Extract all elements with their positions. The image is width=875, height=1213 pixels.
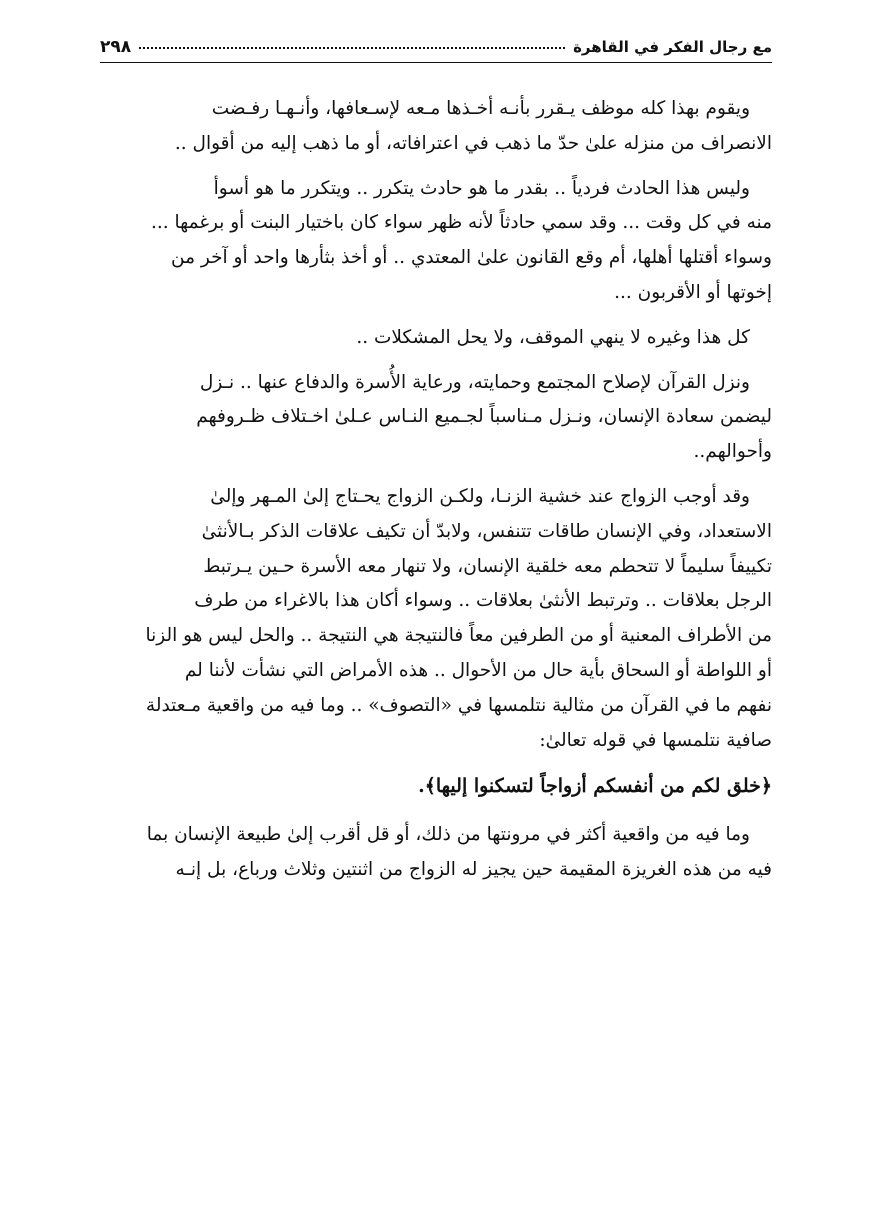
text-line: وقد أوجب الزواج عند خشية الزنـا، ولكـن الزواج يحـتاج إلىٰ المـهر وإلىٰ	[210, 485, 750, 507]
paragraph	[100, 366, 772, 470]
text-line: الانصراف من منزله علىٰ حدّ ما ذهب في اعترافاته، أو ما ذهب إليه من أقوال ..	[174, 132, 772, 154]
paragraph	[100, 818, 772, 888]
text-line: ويقوم بهذا كله موظف يـقرر بأنـه أخـذها مـعه لإسـعافها، وأنـهـا رفـضت	[211, 98, 750, 119]
quran-verse: ﴿خلق لكم من أنفسكم أزواجاً لتسكنوا إليها﴾.	[418, 775, 772, 798]
text-line: وأحوالهم..	[693, 441, 772, 463]
text-line: وما فيه من واقعية أكثر في مرونتها من ذلك، أو قل أقرب إلىٰ طبيعة الإنسان بما	[146, 824, 750, 846]
paragraph	[100, 480, 772, 758]
text-line: ونزل القرآن لإصلاح المجتمع وحمايته، ورعاية الأُسرة والدفاع عنها .. نـزل	[199, 371, 750, 393]
page-number: ٢٩٨	[100, 37, 132, 57]
running-title: مع رجال الفكر في القاهرة	[573, 38, 772, 56]
text-line: الرجل بعلاقات .. وترتبط الأنثىٰ بعلاقات .. وسواء أكان هذا بالاغراء من طرف	[194, 590, 772, 612]
text-line: تكييفاً سليماً لا تتحطم معه خلقية الإنسان، ولا تنهار معه الأسرة حـين يـرتبط	[203, 555, 772, 577]
header-leader-dots	[139, 41, 565, 49]
page-body	[100, 92, 772, 898]
text-line: ليضمن سعادة الإنسان، ونـزل مـناسباً لجـميع النـاس عـلىٰ اخـتلاف ظـروفهم	[196, 406, 772, 428]
page-header	[100, 32, 772, 63]
text-line: أو اللواطة أو السحاق بأية حال من الأحوال .. هذه الأمراض التي نشأت لأننا لم	[184, 659, 772, 681]
paragraph	[100, 92, 772, 162]
paragraph	[100, 321, 772, 356]
text-line: وليس هذا الحادث فردياً .. بقدر ما هو حادث يتكرر .. ويتكرر ما هو أسوأ	[213, 177, 750, 199]
text-line: وسواء أقتلها أهلها، أم وقع القانون علىٰ المعتدي .. أو أخذ بثأرها واحد أو آخر من	[171, 247, 772, 269]
text-line: نفهم ما في القرآن من مثالية نتلمسها في «التصوف» .. وما فيه من واقعية مـعتدلة	[145, 694, 772, 716]
paragraph	[100, 172, 772, 311]
text-line: إخوتها أو الأقربون ...	[614, 281, 772, 303]
text-line: فيه من هذه الغريزة المقيمة حين يجيز له الزواج من اثنتين وثلاث ورباع، بل إنـه	[175, 859, 772, 881]
text-line: صافية نتلمسها في قوله تعالىٰ:	[539, 729, 772, 751]
text-line: الاستعداد، وفي الإنسان طاقات تتنفس، ولابدّ أن تكيف علاقات الذكر بـالأنثىٰ	[201, 520, 772, 542]
text-line: كل هذا وغيره لا ينهي الموقف، ولا يحل المشكلات ..	[356, 326, 750, 348]
text-line: من الأطراف المعنية أو من الطرفين معاً فالنتيجة هي النتيجة .. والحل ليس هو الزنا	[145, 625, 772, 647]
text-line: منه في كل وقت ... وقد سمي حادثاً لأنه ظهر سواء كان باختيار البنت أو برغمها ...	[150, 212, 772, 234]
